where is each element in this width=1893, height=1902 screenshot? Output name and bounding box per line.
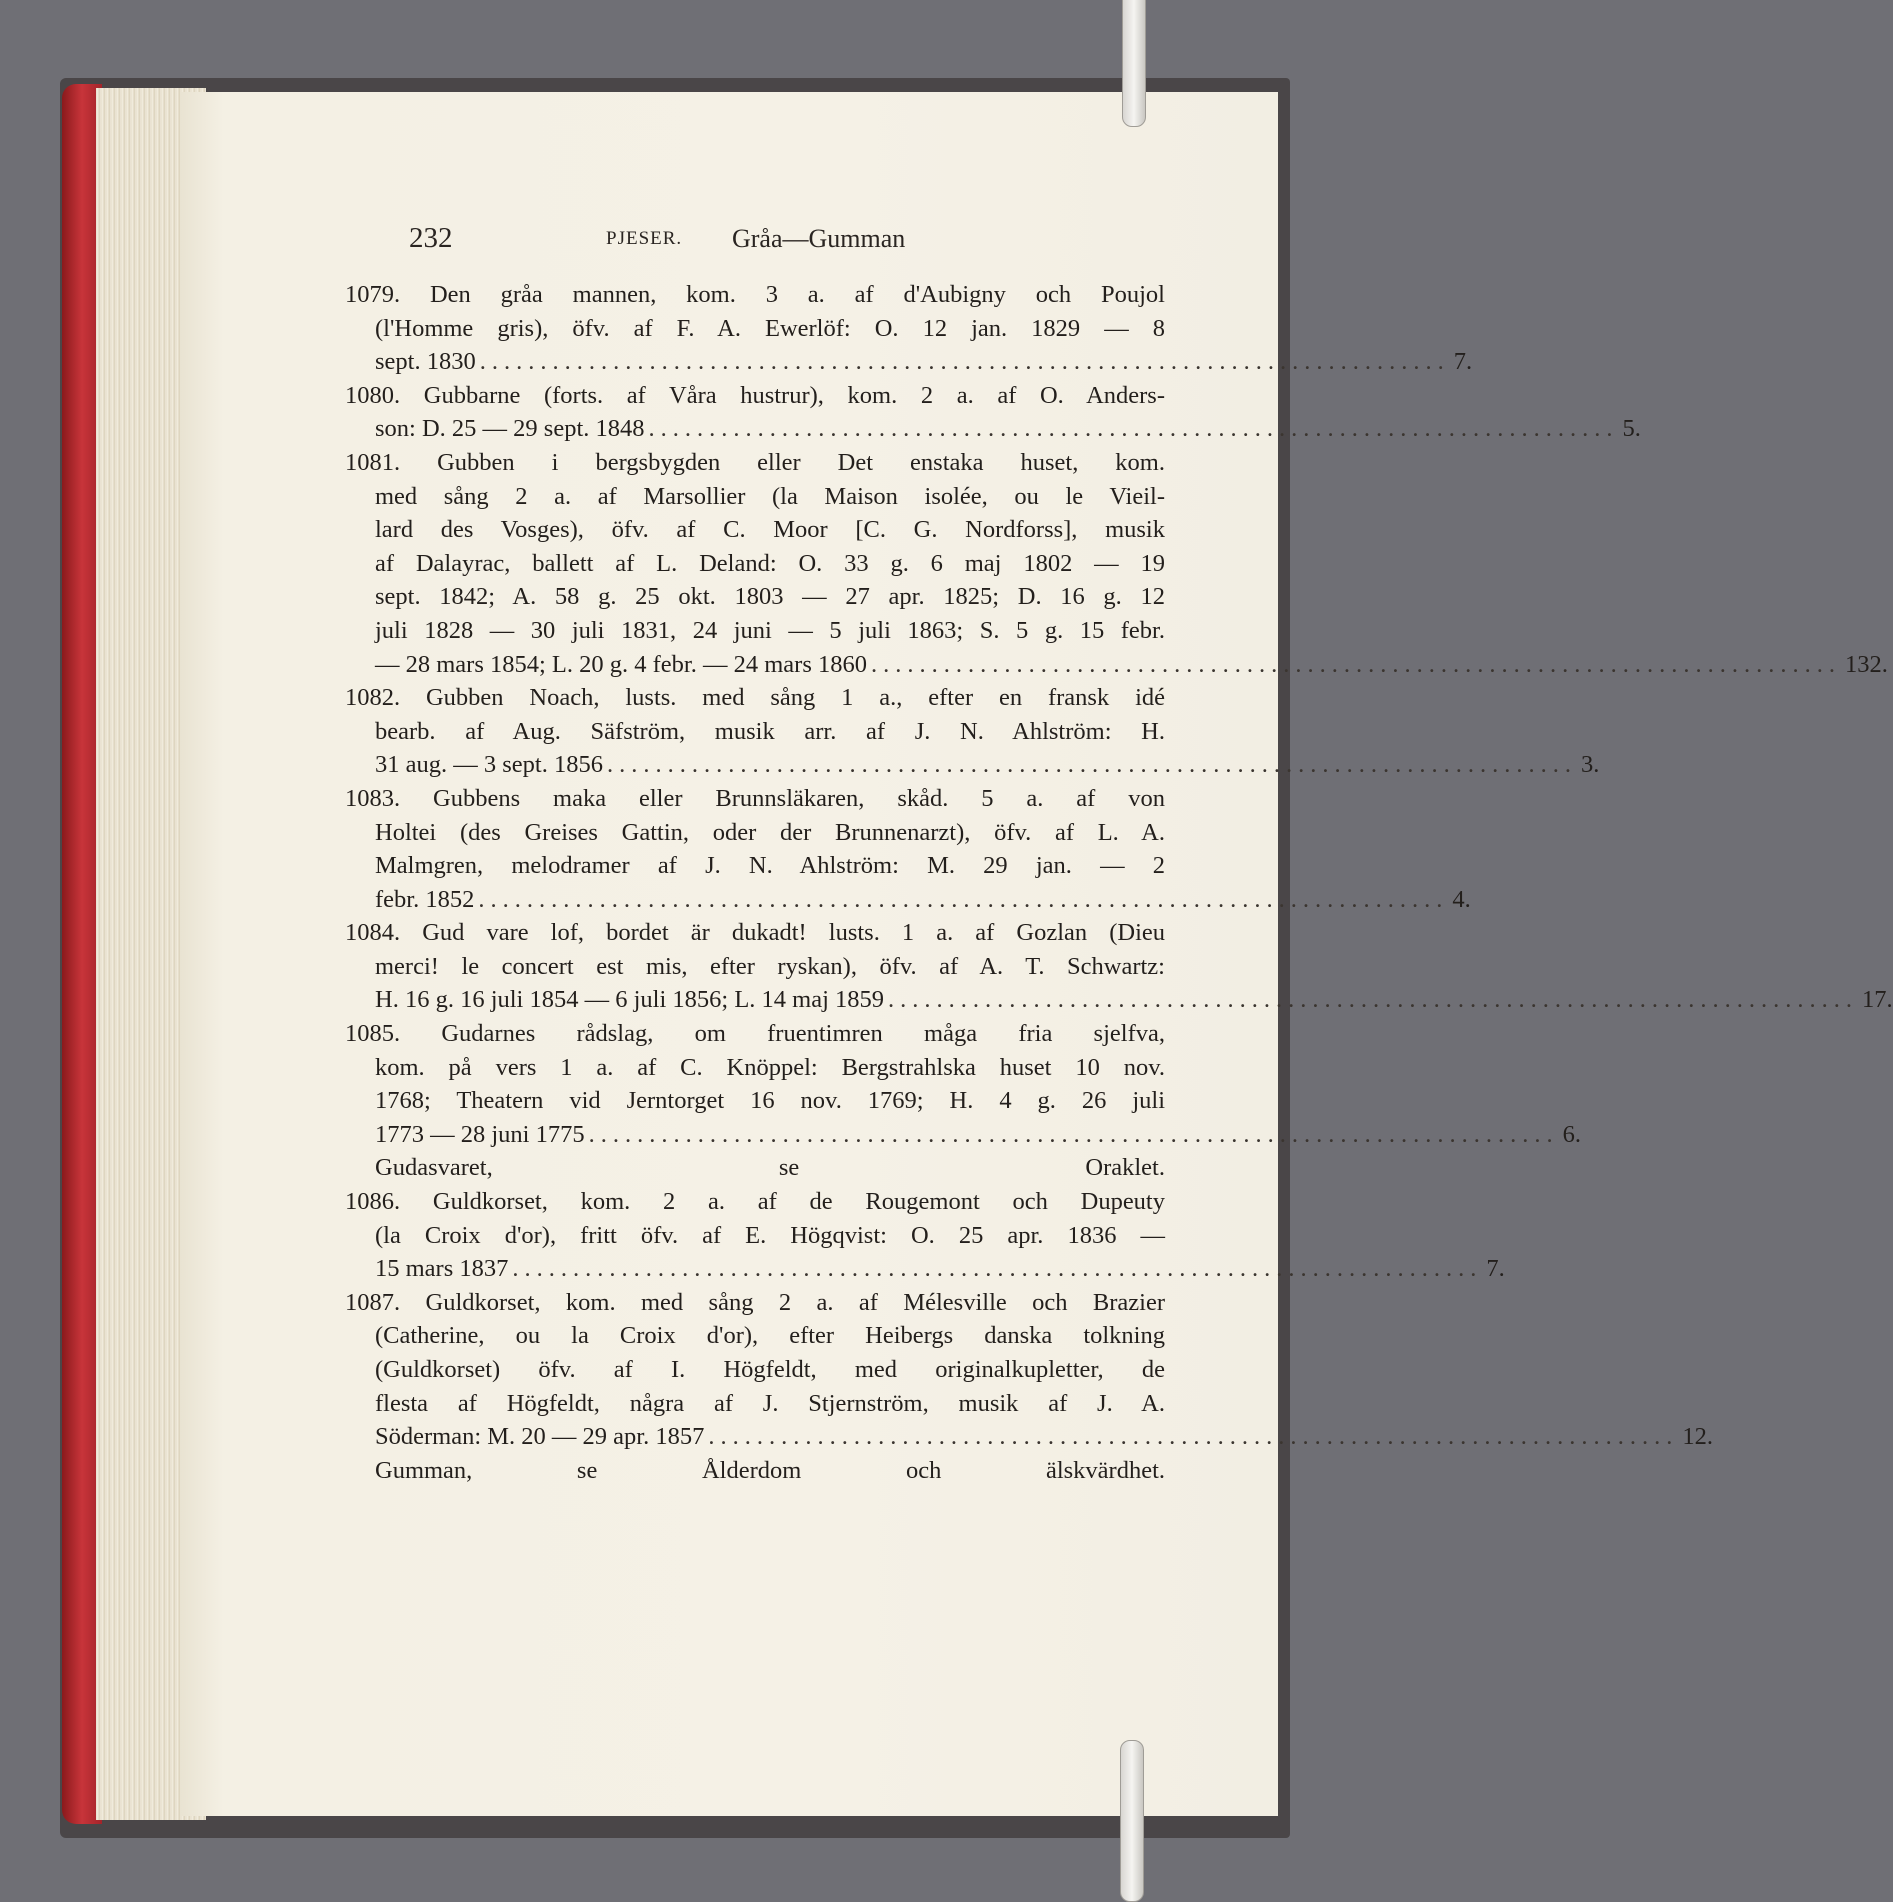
dot-leader: ................................................................................	[871, 650, 1841, 678]
entry-line	[345, 379, 1165, 413]
entry-line-text: bearb. af Aug. Säfström, musik arr. af J. N. Ahlström: H.	[375, 717, 1165, 745]
entry-line-text: febr. 1852	[375, 885, 475, 913]
entry-line	[375, 748, 1600, 782]
entry-line	[375, 1387, 1165, 1421]
catalog-entry	[375, 1151, 1165, 1185]
page-clip-bottom	[1120, 1740, 1144, 1902]
entry-line	[345, 446, 1165, 480]
entry-line-text: flesta af Högfeldt, några af J. Stjernström, musik af J. A.	[375, 1389, 1165, 1417]
entry-line-text: H. 16 g. 16 juli 1854 — 6 juli 1856; L. 14 maj 1859	[375, 986, 885, 1014]
entry-line-text: sept. 1830	[375, 348, 476, 376]
entry-line	[375, 513, 1165, 547]
entry-page-ref: 17.	[1862, 986, 1893, 1014]
entry-line	[375, 312, 1165, 346]
entry-line	[375, 983, 1893, 1017]
entry-line-text: 15 mars 1837	[375, 1255, 509, 1283]
dot-leader: ................................................................................	[606, 751, 1577, 779]
entry-line	[375, 1118, 1581, 1152]
entry-page-ref: 12.	[1682, 1423, 1713, 1451]
catalog-entry	[345, 278, 1473, 379]
entry-line-text: 1083. Gubbens maka eller Brunnsläkaren, skåd. 5 a. af von	[345, 784, 1165, 812]
entry-line-text: merci! le concert est mis, efter ryskan), öfv. af A. T. Schwartz:	[375, 952, 1165, 980]
entry-line	[375, 345, 1473, 379]
entry-line	[345, 1017, 1165, 1051]
entry-line	[345, 1185, 1165, 1219]
entry-line-text: (Guldkorset) öfv. af I. Högfeldt, med originalkupletter, de	[375, 1356, 1165, 1383]
entry-line-text: son: D. 25 — 29 sept. 1848	[375, 415, 645, 443]
entry-line	[375, 1353, 1165, 1387]
entry-line-text: Gumman, se Ålderdom och älskvärdhet.	[375, 1456, 1165, 1484]
entry-line	[375, 1420, 1713, 1454]
entry-page-ref: 5.	[1622, 415, 1641, 443]
entry-line-text: 1082. Gubben Noach, lusts. med sång 1 a., efter en fransk idé	[345, 684, 1165, 712]
entry-line	[375, 547, 1165, 581]
entry-line	[375, 1051, 1165, 1085]
catalog-entry	[345, 446, 1888, 681]
entry-line-text: 1081. Gubben i bergsbygden eller Det enstaka huset, kom.	[345, 448, 1165, 476]
entry-line	[375, 1219, 1165, 1253]
running-title: PJESER.	[606, 228, 683, 249]
entry-line	[375, 614, 1165, 648]
entry-line	[345, 916, 1165, 950]
catalog-entry	[375, 1454, 1165, 1488]
entry-line	[375, 1252, 1505, 1286]
entry-line-text: 1773 — 28 juni 1775	[375, 1120, 585, 1148]
entry-line-text: — 28 mars 1854; L. 20 g. 4 febr. — 24 mars 1860	[375, 650, 867, 678]
entry-line-text: af Dalayrac, ballett af L. Deland: O. 33 g. 6 maj 1802 — 19	[375, 549, 1165, 577]
entry-line	[375, 412, 1641, 446]
entry-line	[345, 782, 1165, 816]
entry-line	[375, 1319, 1165, 1353]
entry-line	[375, 816, 1165, 850]
dot-leader: ................................................................................	[512, 1255, 1483, 1283]
entry-line-text: (l'Homme gris), öfv. af F. A. Ewerlöf: O. 12 jan. 1829 — 8	[375, 314, 1165, 342]
catalog-entry	[345, 1017, 1581, 1151]
entry-page-ref: 6.	[1562, 1120, 1581, 1148]
entry-line	[375, 1084, 1165, 1118]
entry-line	[375, 849, 1165, 883]
entry-line	[345, 1286, 1165, 1320]
entry-line-text: sept. 1842; A. 58 g. 25 okt. 1803 — 27 apr. 1825; D. 16 g. 12	[375, 583, 1165, 611]
entry-line-text: (la Croix d'or), fritt öfv. af E. Högqvist: O. 25 apr. 1836 —	[375, 1221, 1165, 1249]
entry-line-text: lard des Vosges), öfv. af C. Moor [C. G. Nordforss], musik	[375, 516, 1165, 544]
entry-line	[375, 580, 1165, 614]
page-header	[0, 212, 1300, 252]
dot-leader: ................................................................................	[479, 348, 1450, 376]
entry-line	[375, 715, 1165, 749]
entry-line-text: juli 1828 — 30 juli 1831, 24 juni — 5 juli 1863; S. 5 g. 15 febr.	[375, 616, 1165, 644]
page-range-title: Gråa—Gumman	[732, 224, 906, 253]
entry-line	[375, 1151, 1165, 1185]
catalog-entry	[345, 1286, 1713, 1454]
entry-page-ref: 3.	[1580, 751, 1600, 779]
entry-line	[375, 648, 1888, 682]
entry-line	[375, 883, 1471, 917]
dot-leader: ................................................................................	[478, 885, 1449, 913]
entry-line-text: 1085. Gudarnes rådslag, om fruentimren måga fria sjelfva,	[345, 1020, 1165, 1048]
entry-line	[345, 681, 1165, 715]
entry-page-ref: 132.	[1845, 650, 1888, 678]
dot-leader: ................................................................................	[888, 986, 1859, 1014]
entry-line-text: 1079. Den gråa mannen, kom. 3 a. af d'Aubigny och Poujol	[345, 281, 1165, 308]
page-number: 232	[409, 222, 453, 254]
entry-line	[375, 1454, 1165, 1488]
catalog-text	[345, 278, 1893, 1487]
entry-line-text: 1087. Guldkorset, kom. med sång 2 a. af Mélesville och Brazier	[345, 1288, 1165, 1316]
entry-line-text: Malmgren, melodramer af J. N. Ahlström: M. 29 jan. — 2	[375, 852, 1165, 880]
entry-line-text: med sång 2 a. af Marsollier (la Maison isolée, ou le Vieil-	[375, 482, 1165, 510]
entry-line-text: 1768; Theatern vid Jerntorget 16 nov. 1769; H. 4 g. 26 juli	[375, 1087, 1165, 1115]
dot-leader: ................................................................................	[708, 1423, 1679, 1451]
catalog-entry	[345, 782, 1471, 916]
entry-line-text: Holtei (des Greises Gattin, oder der Brunnenarzt), öfv. af L. A.	[375, 818, 1165, 846]
entry-line-text: Söderman: M. 20 — 29 apr. 1857	[375, 1423, 705, 1451]
catalog-entry	[345, 681, 1600, 782]
entry-line	[375, 480, 1165, 514]
entry-line	[375, 950, 1165, 984]
catalog-entry	[345, 1185, 1505, 1286]
entry-line-text: kom. på vers 1 a. af C. Knöppel: Bergstrahlska huset 10 nov.	[375, 1053, 1165, 1081]
catalog-entry	[345, 916, 1893, 1017]
dot-leader: ................................................................................	[588, 1120, 1559, 1148]
dot-leader: ................................................................................	[648, 415, 1619, 443]
entry-line	[345, 278, 1165, 312]
entry-line-text: Gudasvaret, se Oraklet.	[375, 1154, 1165, 1182]
page-clip-top	[1122, 0, 1146, 127]
entry-line-text: 1080. Gubbarne (forts. af Våra hustrur), kom. 2 a. af O. Anders-	[345, 381, 1165, 409]
catalog-entry	[345, 379, 1641, 446]
entry-page-ref: 4.	[1452, 885, 1471, 913]
entry-line-text: 31 aug. — 3 sept. 1856	[375, 751, 603, 779]
entry-page-ref: 7.	[1486, 1255, 1505, 1283]
entry-line-text: (Catherine, ou la Croix d'or), efter Heibergs danska tolkning	[375, 1322, 1165, 1350]
entry-page-ref: 7.	[1453, 348, 1473, 376]
entry-line-text: 1086. Guldkorset, kom. 2 a. af de Rougemont och Dupeuty	[345, 1188, 1165, 1216]
entry-line-text: 1084. Gud vare lof, bordet är dukadt! lusts. 1 a. af Gozlan (Dieu	[345, 919, 1165, 947]
